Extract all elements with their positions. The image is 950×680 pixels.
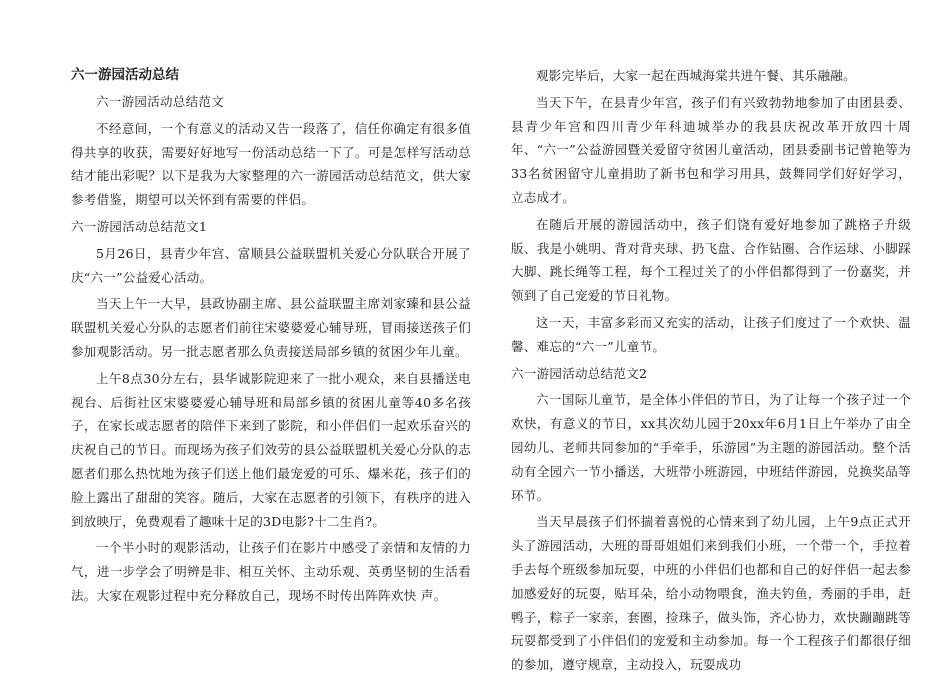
paragraph: 当天上午一大早，县政协副主席、县公益联盟主席刘家臻和县公益联盟机关爱心分队的志愿者们前往宋婆婆爱心辅导班，冒雨接送孩子们参加观影活动。另一批志愿者那么负责接送局部乡镇的贫困少年儿童。 [71,296,471,359]
right-column [511,64,911,680]
paragraph: 5月26日，县青少年宫、富顺县公益联盟机关爱心分队联合开展了庆“六一”公益爱心活动。 [71,245,471,285]
paragraph: 这一天，丰富多彩而又充实的活动，让孩子们度过了一个欢快、温馨、难忘的“六一”儿童节。 [511,314,911,354]
section-heading-2: 六一游园活动总结范文2 [511,365,648,381]
paragraph: 观影完毕后，大家一起在西城海棠共进午餐、其乐融融。 [536,68,857,83]
paragraph: 当天早晨孩子们怀揣着喜悦的心情来到了幼儿园，上午9点正式开头了游园活动，大班的哥哥姐姐们来到我们小班，一个带一个，手拉着手去每个班级参加玩耍，中班的小伴侣们也都和自己的好伴侣一起去参加感爱好的玩耍，贴耳朵，给小动物喂食，渔夫钓鱼，秀丽的手串，赶鸭子，粽子一家亲，套圈，捡珠子，做头饰，齐心协力，欢快蹦蹦跳等玩耍都受到了小伴侣们的宠爱和主动参加。每一个工程孩子们都很仔细的参加，遵守规章，主动投入，玩耍成功 [511,514,911,673]
document-title: 六一游园活动总结 [71,67,179,83]
paragraph: 一个半小时的观影活动，让孩子们在影片中感受了亲情和友情的力气，进一步学会了明辨是非、相互关怀、主动乐观、英勇坚韧的生活看法。大家在观影过程中充分释放自己，现场不时传出阵阵欢快 声。 [71,540,471,603]
paragraph: 在随后开展的游园活动中，孩子们饶有爱好地参加了跳格子升级版、我是小姚明、背对背夹球、扔飞盘、合作钻圈、合作运球、小脚踩大脚、跳长绳等工程，每个工程过关了的小伴侣都得到了一份嘉奖，并领到了自己宠爱的节日礼物。 [511,216,911,304]
paragraph: 上午8点30分左右，县华诚影院迎来了一批小观众，来自县播送电视台、后街社区宋婆婆爱心辅导班和局部乡镇的贫困儿童等40多名孩子，在家长或志愿者的陪伴下来到了影院，和小伴侣们一起欢乐奋兴的庆祝自己的节日。而现场为孩子们效劳的县公益联盟机关爱心分队的志愿者们那么热忱地为孩子们送上他们最宠爱的可乐、爆米花，孩子们的脸上露出了甜甜的笑容。随后，大家在志愿者的引领下，有秩序的进入到放映厅，免费观看了趣味十足的3D电影?十二生肖?。 [71,370,471,529]
subtitle: 六一游园活动总结范文 [96,94,225,109]
left-column [71,64,471,611]
intro-paragraph: 不经意间，一个有意义的活动又告一段落了，信任你确定有很多值得共享的收获，需要好好地写一份活动总结一下了。可是怎样写活动总结才能出彩呢？以下是我为大家整理的六一游园活动总结范文，供大家参考借鉴，期望可以关怀到有需要的伴侣。 [71,120,471,208]
section-heading-1: 六一游园活动总结范文1 [71,218,208,234]
paragraph: 六一国际儿童节，是全体小伴侣的节日，为了让每一个孩子过一个欢快，有意义的节日，xx其次幼儿园于20xx年6月1日上午举办了由全园幼儿、老师共同参加的“手牵手，乐游园”为主题的游园活动。整个活动有全园六一节小播送，大班带小班游园，中班结伴游园，兑换奖品等环节。 [511,392,911,503]
paragraph: 当天下午，在县青少年宫，孩子们有兴致勃勃地参加了由团县委、县青少年宫和四川青少年科迪城举办的我县庆祝改革开放四十周年、“六一”公益游园暨关爱留守贫困儿童活动，团县委副书记曾艳等为33名贫困留守儿童捐助了新书包和学习用具，鼓舞同学们好好学习，立志成才。 [511,94,911,205]
